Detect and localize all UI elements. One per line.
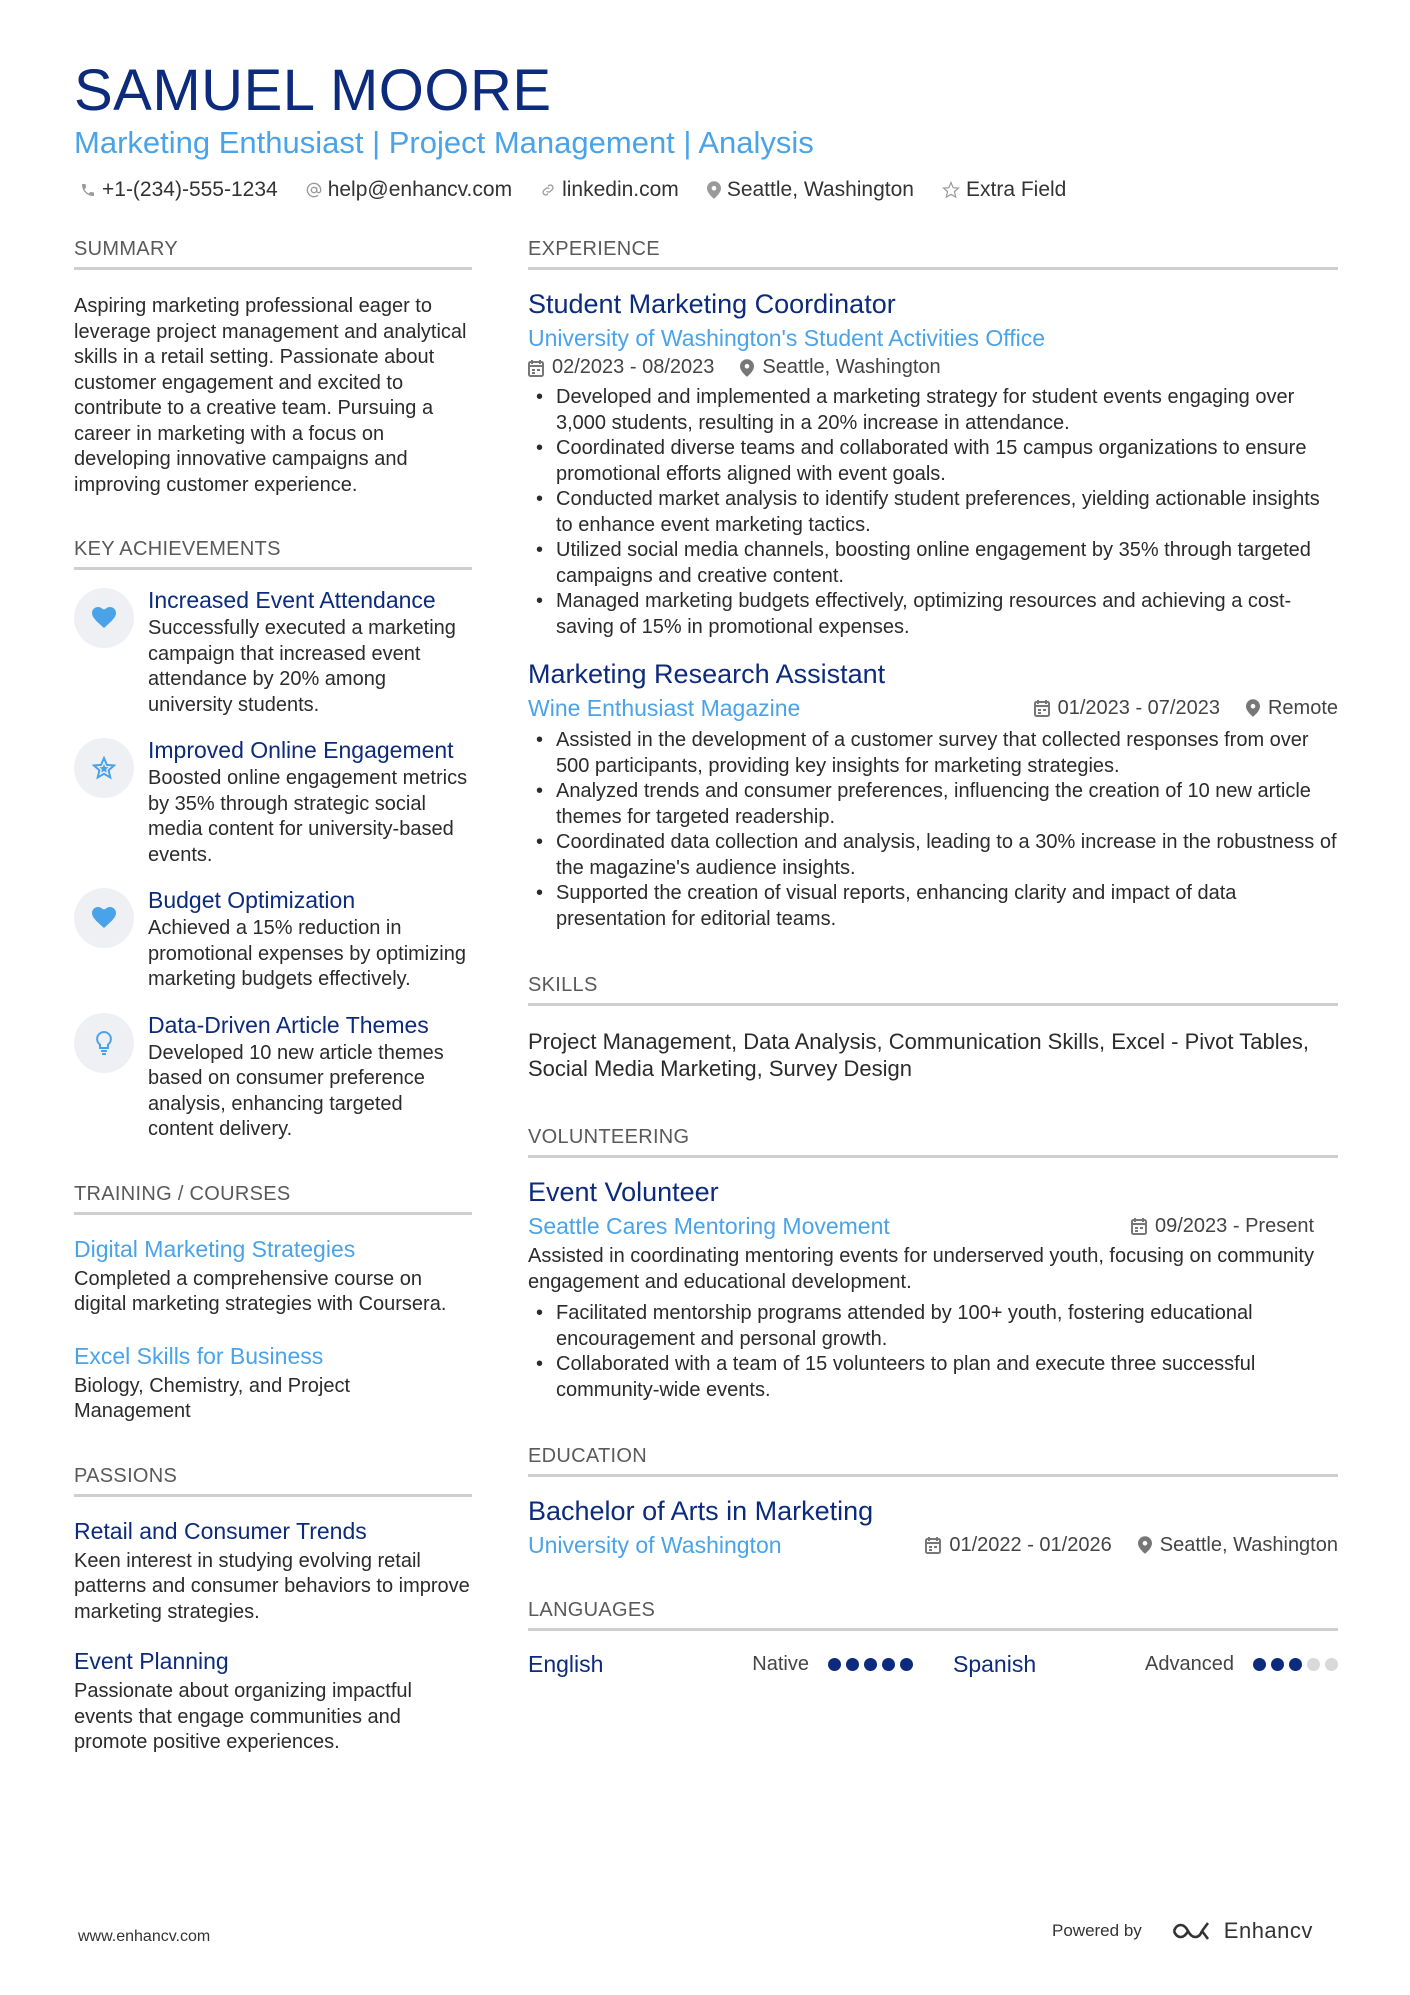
location-icon	[1246, 699, 1260, 717]
job-location-text: Remote	[1267, 696, 1338, 719]
education-school: University of Washington	[528, 1532, 782, 1558]
skills-section	[528, 974, 1338, 1082]
achievement-icon-wrap	[74, 738, 134, 798]
job-entry	[528, 658, 1338, 932]
lightbulb-icon	[95, 1031, 113, 1055]
heart-icon	[92, 607, 116, 629]
achievement-title: Budget Optimization	[148, 887, 356, 913]
job-entry	[528, 288, 1338, 640]
contact-phone[interactable]	[80, 178, 278, 202]
experience-section	[528, 238, 1338, 932]
job-dates-text: 02/2023 - 08/2023	[552, 356, 715, 378]
proficiency-dot-empty	[1325, 1658, 1338, 1671]
passion-text: Passionate about organizing impactful events that engage communities and promote positive experiences.	[74, 1680, 412, 1753]
education-dates-text: 01/2022 - 01/2026	[949, 1533, 1112, 1556]
job-org: University of Washington's Student Activities Office	[528, 325, 1046, 351]
calendar-icon	[925, 1536, 941, 1554]
contact-email[interactable]	[306, 178, 512, 202]
language-level	[752, 1653, 913, 1676]
candidate-headline: Marketing Enthusiast | Project Management | Analysis	[74, 125, 814, 160]
job-location-text: Seattle, Washington	[762, 356, 941, 378]
language-level-text: Native	[752, 1653, 809, 1675]
language-dots	[1248, 1658, 1338, 1671]
languages-section	[528, 1599, 1338, 1678]
job-dates	[528, 356, 714, 379]
achievements-section	[74, 538, 472, 1143]
achievement-text: Successfully executed a marketing campaign that increased event attendance by 20% among university students.	[148, 617, 456, 716]
volunteer-meta	[1131, 1215, 1314, 1238]
job-meta	[1034, 697, 1338, 720]
language-name: Spanish	[953, 1651, 1037, 1677]
education-section	[528, 1445, 1338, 1559]
course-text: Completed a comprehensive course on digital marketing strategies with Coursera.	[74, 1267, 447, 1315]
experience-heading: EXPERIENCE	[528, 238, 1338, 270]
education-school-row	[528, 1531, 1338, 1559]
contact-phone-text: +1-(234)-555-1234	[102, 178, 278, 201]
proficiency-dot-filled	[828, 1658, 841, 1671]
volunteering-heading: VOLUNTEERING	[528, 1126, 1338, 1158]
summary-text: Aspiring marketing professional eager to leverage project management and analytical skills in a retail setting. Passionate about customer engagement and excited to contribute to a creative team. Pursuing a career in marketing with a focus on developing innovative campaigns and improving customer experience.	[74, 295, 467, 496]
passion-text: Keen interest in studying evolving retail patterns and consumer behaviors to improve marketing strategies.	[74, 1549, 470, 1623]
volunteer-bullets	[528, 1301, 1338, 1403]
location-icon	[707, 181, 721, 199]
achievements-heading: KEY ACHIEVEMENTS	[74, 538, 472, 570]
contact-extra-text: Extra Field	[965, 178, 1067, 201]
job-org-row	[528, 694, 1338, 722]
education-meta	[925, 1534, 1338, 1557]
contact-bar	[80, 178, 1094, 202]
volunteer-org-row	[528, 1212, 1338, 1240]
language-name: English	[528, 1651, 604, 1677]
achievement-title: Increased Event Attendance	[148, 587, 436, 613]
phone-icon	[80, 182, 96, 198]
link-icon	[540, 182, 556, 198]
achievement-icon-wrap	[74, 888, 134, 948]
candidate-name: SAMUEL MOORE	[74, 58, 552, 123]
achievement-title: Improved Online Engagement	[148, 737, 454, 763]
passion-item	[74, 1647, 472, 1756]
achievement-item	[74, 586, 472, 718]
passion-title: Retail and Consumer Trends	[74, 1517, 367, 1544]
bullet-item: • Assisted in the development of a customer survey that collected responses from over 500 participants, providing key insights for marketing strategies.	[528, 728, 1338, 779]
course-title: Excel Skills for Business	[74, 1342, 324, 1369]
achievement-item	[74, 736, 472, 868]
star-icon	[92, 756, 116, 780]
education-location-text: Seattle, Washington	[1159, 1533, 1338, 1556]
footer-branding	[1052, 1918, 1313, 1944]
course-text: Biology, Chemistry, and Project Management	[74, 1374, 351, 1422]
location-icon	[1138, 1536, 1152, 1554]
language-item	[953, 1651, 1338, 1678]
achievement-icon-wrap	[74, 1013, 134, 1073]
passion-item	[74, 1517, 472, 1626]
contact-extra	[942, 178, 1066, 202]
bullet-item: • Collaborated with a team of 15 volunteers to plan and execute three successful community-wide events.	[528, 1352, 1338, 1403]
training-section	[74, 1183, 472, 1425]
achievement-title: Data-Driven Article Themes	[148, 1011, 429, 1038]
bullet-item: • Analyzed trends and consumer preferences, influencing the creation of 10 new article themes for targeted readership.	[528, 779, 1338, 830]
job-dates-text: 01/2023 - 07/2023	[1057, 696, 1220, 719]
calendar-icon	[1034, 699, 1050, 717]
language-level	[1145, 1653, 1338, 1676]
location-icon	[740, 359, 754, 377]
course-item	[74, 1235, 472, 1318]
job-bullets	[528, 385, 1338, 640]
volunteer-dates-text: 09/2023 - Present	[1155, 1214, 1314, 1237]
job-title: Student Marketing Coordinator	[528, 289, 896, 319]
bullet-item: • Developed and implemented a marketing strategy for student events engaging over 3,000 students, resulting in a 20% increase in attendance.	[528, 385, 1338, 436]
bullet-item: • Conducted market analysis to identify student preferences, yielding actionable insights to enhance event marketing tactics.	[528, 487, 1338, 538]
heart-icon	[92, 907, 116, 929]
proficiency-dot-filled	[900, 1658, 913, 1671]
left-column	[74, 238, 472, 1756]
proficiency-dot-filled	[882, 1658, 895, 1671]
star-icon	[942, 181, 960, 199]
language-dots	[823, 1658, 913, 1671]
at-icon	[306, 182, 322, 198]
volunteer-description: Assisted in coordinating mentoring events for underserved youth, focusing on community engagement and educational development.	[528, 1245, 1314, 1293]
summary-section	[74, 238, 472, 498]
job-org: Wine Enthusiast Magazine	[528, 695, 801, 721]
achievement-text: Achieved a 15% reduction in promotional expenses by optimizing marketing budgets effectively.	[148, 917, 466, 990]
calendar-icon	[1131, 1217, 1147, 1235]
proficiency-dot-filled	[1253, 1658, 1266, 1671]
skills-heading: SKILLS	[528, 974, 1338, 1006]
language-item	[528, 1651, 913, 1678]
achievement-item	[74, 1011, 472, 1143]
enhancv-logo-icon	[1170, 1919, 1216, 1943]
volunteer-dates	[1131, 1215, 1314, 1238]
proficiency-dot-filled	[864, 1658, 877, 1671]
contact-linkedin[interactable]	[540, 178, 679, 202]
summary-heading: SUMMARY	[74, 238, 472, 270]
right-column	[528, 238, 1338, 1678]
job-location	[1246, 697, 1338, 720]
course-title: Digital Marketing Strategies	[74, 1235, 356, 1262]
job-title: Marketing Research Assistant	[528, 659, 886, 689]
education-heading: EDUCATION	[528, 1445, 1338, 1477]
proficiency-dot-filled	[846, 1658, 859, 1671]
education-degree: Bachelor of Arts in Marketing	[528, 1496, 874, 1526]
volunteer-org: Seattle Cares Mentoring Movement	[528, 1213, 890, 1239]
contact-location	[707, 178, 914, 202]
education-location	[1138, 1534, 1338, 1557]
languages-row	[528, 1651, 1338, 1678]
job-location	[740, 356, 940, 379]
calendar-icon	[528, 359, 544, 377]
language-level-text: Advanced	[1145, 1653, 1234, 1675]
bullet-item: • Facilitated mentorship programs attended by 100+ youth, fostering educational encouragement and personal growth.	[528, 1301, 1338, 1352]
volunteering-section	[528, 1126, 1338, 1403]
bullet-item: • Managed marketing budgets effectively, optimizing resources and achieving a cost-saving of 15% in promotional expenses.	[528, 589, 1338, 640]
education-dates	[925, 1534, 1111, 1557]
languages-heading: LANGUAGES	[528, 1599, 1338, 1631]
contact-email-text: help@enhancv.com	[327, 178, 513, 201]
contact-linkedin-text: linkedin.com	[562, 178, 679, 201]
bullet-item: • Coordinated diverse teams and collaborated with 15 campus organizations to ensure promotional efforts aligned with event goals.	[528, 436, 1338, 487]
job-dates	[1034, 697, 1220, 720]
passions-heading: PASSIONS	[74, 1465, 472, 1497]
powered-by-text: Powered by	[1052, 1921, 1142, 1940]
bullet-item: • Coordinated data collection and analysis, leading to a 30% increase in the robustness of the magazine's audience insights.	[528, 830, 1338, 881]
achievement-text: Boosted online engagement metrics by 35% through strategic social media content for university-based events.	[148, 767, 468, 866]
proficiency-dot-filled	[1271, 1658, 1284, 1671]
achievement-icon-wrap	[74, 588, 134, 648]
job-bullets	[528, 728, 1338, 932]
volunteer-role: Event Volunteer	[528, 1177, 719, 1207]
passion-title: Event Planning	[74, 1648, 229, 1674]
passions-section	[74, 1465, 472, 1756]
achievement-item	[74, 886, 472, 993]
footer-website[interactable]: www.enhancv.com	[78, 1928, 211, 1945]
bullet-item: • Utilized social media channels, boosting online engagement by 35% through targeted campaigns and creative content.	[528, 538, 1338, 589]
brand-name: Enhancv	[1223, 1918, 1313, 1943]
contact-location-text: Seattle, Washington	[726, 178, 914, 201]
course-item	[74, 1342, 472, 1425]
skills-text: Project Management, Data Analysis, Communication Skills, Excel - Pivot Tables, Social Media Marketing, Survey Design	[528, 1029, 1309, 1081]
proficiency-dot-empty	[1307, 1658, 1320, 1671]
achievement-text: Developed 10 new article themes based on consumer preference analysis, enhancing targeted content delivery.	[148, 1041, 444, 1140]
proficiency-dot-filled	[1289, 1658, 1302, 1671]
job-meta	[528, 356, 1338, 379]
training-heading: TRAINING / COURSES	[74, 1183, 472, 1215]
bullet-item: • Supported the creation of visual reports, enhancing clarity and impact of data presentation for editorial teams.	[528, 881, 1338, 932]
